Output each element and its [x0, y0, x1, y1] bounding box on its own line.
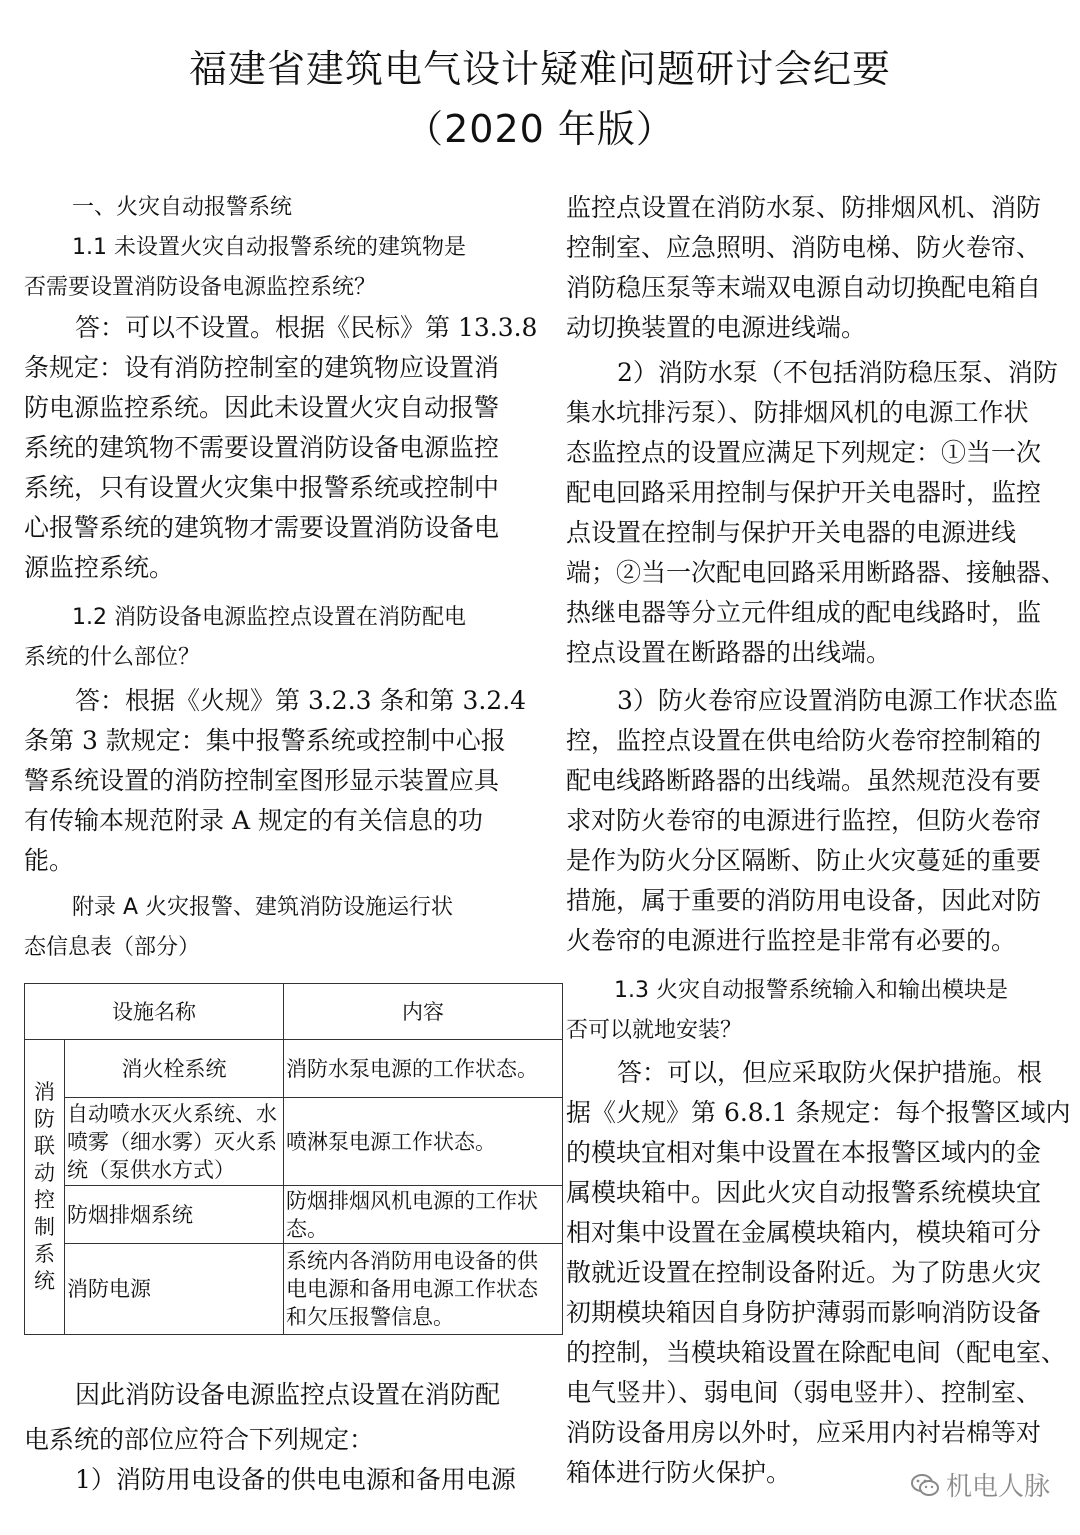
text-line: 配电线路断路器的出线端。虽然规范没有要	[566, 766, 1042, 795]
table-cell-name	[65, 1040, 284, 1098]
text-line: 的模块宜相对集中设置在本报警区域内的金	[566, 1138, 1042, 1167]
text-line: 据《火规》第 6.8.1 条规定：每个报警区域内	[566, 1098, 1071, 1127]
wechat-icon	[910, 1472, 940, 1498]
document-title: 福建省建筑电气设计疑难问题研讨会纪要	[188, 47, 891, 91]
text-line: 态监控点的设置应满足下列规定：①当一次	[566, 438, 1042, 467]
table-header-name: 设施名称	[25, 984, 284, 1040]
table-cell-name	[65, 1098, 284, 1186]
text-line: 热继电器等分立元件组成的配电线路时，监	[566, 598, 1042, 627]
text-line: 警系统设置的消防控制室图形显示装置应具	[24, 766, 500, 795]
text-line: 火卷帘的电源进行监控是非常有必要的。	[566, 926, 1017, 955]
cell-line: 防烟排烟系统	[67, 1202, 193, 1227]
text-line: 否需要设置消防设备电源监控系统？	[24, 275, 377, 300]
table-row	[25, 1244, 563, 1335]
table-row	[25, 1098, 563, 1186]
group-char: 联	[34, 1134, 55, 1158]
table-header-row	[25, 984, 563, 1040]
group-char: 制	[34, 1215, 55, 1239]
text-line: 能。	[24, 846, 75, 875]
table-cell-content	[284, 1244, 563, 1335]
text-line: 心报警系统的建筑物才需要设置消防设备电	[24, 513, 500, 542]
cell-line: 和欠压报警信息。	[286, 1305, 454, 1329]
cell-line: 统（泵供水方式）	[67, 1157, 235, 1182]
text-line: 1）消防用电设备的供电电源和备用电源	[75, 1465, 516, 1494]
text-line: 1.1 未设置火灾自动报警系统的建筑物是	[72, 235, 466, 260]
text-line: 点设置在控制与保护开关电器的电源进线	[566, 518, 1017, 547]
text-line: 电系统的部位应符合下列规定：	[24, 1425, 375, 1454]
text-line: 箱体进行防火保护。	[566, 1458, 792, 1487]
table-group-label	[25, 1040, 65, 1335]
text-line: 否可以就地安装？	[566, 1018, 743, 1043]
text-line: 因此消防设备电源监控点设置在消防配	[75, 1380, 501, 1409]
watermark-text: 机电人脉	[945, 1472, 1050, 1502]
text-line: 控，监控点设置在供电给防火卷帘控制箱的	[566, 726, 1042, 755]
group-char: 消	[34, 1080, 55, 1104]
text-line: 系统的什么部位？	[24, 645, 201, 670]
text-line: 求对防火卷帘的电源进行监控，但防火卷帘	[566, 806, 1042, 835]
text-line: 3）防火卷帘应设置消防电源工作状态监	[617, 686, 1058, 715]
cell-line: 消火栓系统	[121, 1056, 227, 1081]
text-line: 有传输本规范附录 A 规定的有关信息的功	[24, 806, 483, 835]
cell-line: 系统内各消防用电设备的供	[286, 1249, 538, 1273]
cell-line: 喷雾（细水雾）灭火系	[67, 1129, 277, 1154]
text-line: 端；②当一次配电回路采用断路器、接触器、	[566, 558, 1067, 587]
text-line: 答：可以，但应采取防火保护措施。根	[617, 1058, 1043, 1087]
text-line: 动切换装置的电源进线端。	[566, 313, 867, 342]
text-line: 条规定：设有消防控制室的建筑物应设置消	[24, 353, 500, 382]
text-line: 电气竖井）、弱电间（弱电竖井）、控制室、	[566, 1378, 1042, 1407]
text-line: 属模块箱中。因此火灾自动报警系统模块宜	[566, 1178, 1042, 1207]
group-char: 控	[34, 1188, 55, 1212]
document-subtitle: （2020 年版）	[405, 107, 675, 151]
cell-line: 喷淋泵电源工作状态。	[286, 1129, 496, 1154]
text-line: 的控制，当模块箱设置在除配电间（配电室、	[566, 1338, 1067, 1367]
cell-line: 态。	[286, 1216, 328, 1241]
text-line: 1.3 火灾自动报警系统输入和输出模块是	[614, 978, 1008, 1003]
text-line: 消防稳压泵等末端双电源自动切换配电箱自	[566, 273, 1042, 302]
table-cell-name	[65, 1244, 284, 1335]
text-line: 相对集中设置在金属模块箱内，模块箱可分	[566, 1218, 1042, 1247]
text-line: 条第 3 款规定：集中报警系统或控制中心报	[24, 726, 506, 755]
table-header-content: 内容	[284, 984, 563, 1040]
text-line: 答：可以不设置。根据《民标》第 13.3.8	[75, 313, 538, 342]
cell-line: 消防电源	[67, 1277, 151, 1301]
table-row	[25, 1040, 563, 1098]
cell-line: 电电源和备用电源工作状态	[286, 1277, 538, 1301]
cell-line: 自动喷水灭火系统、水	[67, 1101, 277, 1126]
text-line: 源监控系统。	[24, 553, 175, 582]
group-char: 动	[34, 1161, 55, 1185]
table-cell-content	[284, 1040, 563, 1098]
group-char: 防	[34, 1107, 55, 1131]
group-char: 系	[34, 1242, 55, 1266]
cell-line: 防烟排烟风机电源的工作状	[286, 1188, 538, 1213]
text-line: 答：根据《火规》第 3.2.3 条和第 3.2.4	[75, 686, 527, 715]
text-line: 初期模块箱因自身防护薄弱而影响消防设备	[566, 1298, 1042, 1327]
text-line: 防电源监控系统。因此未设置火灾自动报警	[24, 393, 500, 422]
text-line: 系统的建筑物不需要设置消防设备电源监控	[24, 433, 500, 462]
text-line: 措施，属于重要的消防用电设备，因此对防	[566, 886, 1042, 915]
text-line: 附录 A 火灾报警、建筑消防设施运行状	[72, 895, 454, 920]
text-line: 消防设备用房以外时，应采用内衬岩棉等对	[566, 1418, 1042, 1447]
text-line: 配电回路采用控制与保护开关电器时，监控	[566, 478, 1042, 507]
text-line: 态信息表（部分）	[24, 935, 201, 960]
watermark	[910, 1466, 1050, 1503]
cell-line: 消防水泵电源的工作状态。	[286, 1056, 538, 1081]
table-cell-content	[284, 1186, 563, 1244]
table-cell-content	[284, 1098, 563, 1186]
text-line: 控点设置在断路器的出线端。	[566, 638, 892, 667]
group-char: 统	[34, 1269, 55, 1293]
appendix-table	[24, 983, 563, 1335]
text-line: 1.2 消防设备电源监控点设置在消防配电	[72, 605, 466, 630]
text-line: 系统，只有设置火灾集中报警系统或控制中	[24, 473, 500, 502]
table-row	[25, 1186, 563, 1244]
text-line: 是作为防火分区隔断、防止火灾蔓延的重要	[566, 846, 1042, 875]
table-cell-name	[65, 1186, 284, 1244]
text-line: 散就近设置在控制设备附近。为了防患火灾	[566, 1258, 1042, 1287]
text-line: 控制室、应急照明、消防电梯、防火卷帘、	[566, 233, 1042, 262]
text-line: 一、火灾自动报警系统	[72, 195, 293, 220]
text-line: 2）消防水泵（不包括消防稳压泵、消防	[617, 358, 1058, 387]
text-line: 集水坑排污泵）、防排烟风机的电源工作状	[566, 398, 1029, 427]
text-line: 监控点设置在消防水泵、防排烟风机、消防	[566, 193, 1042, 222]
